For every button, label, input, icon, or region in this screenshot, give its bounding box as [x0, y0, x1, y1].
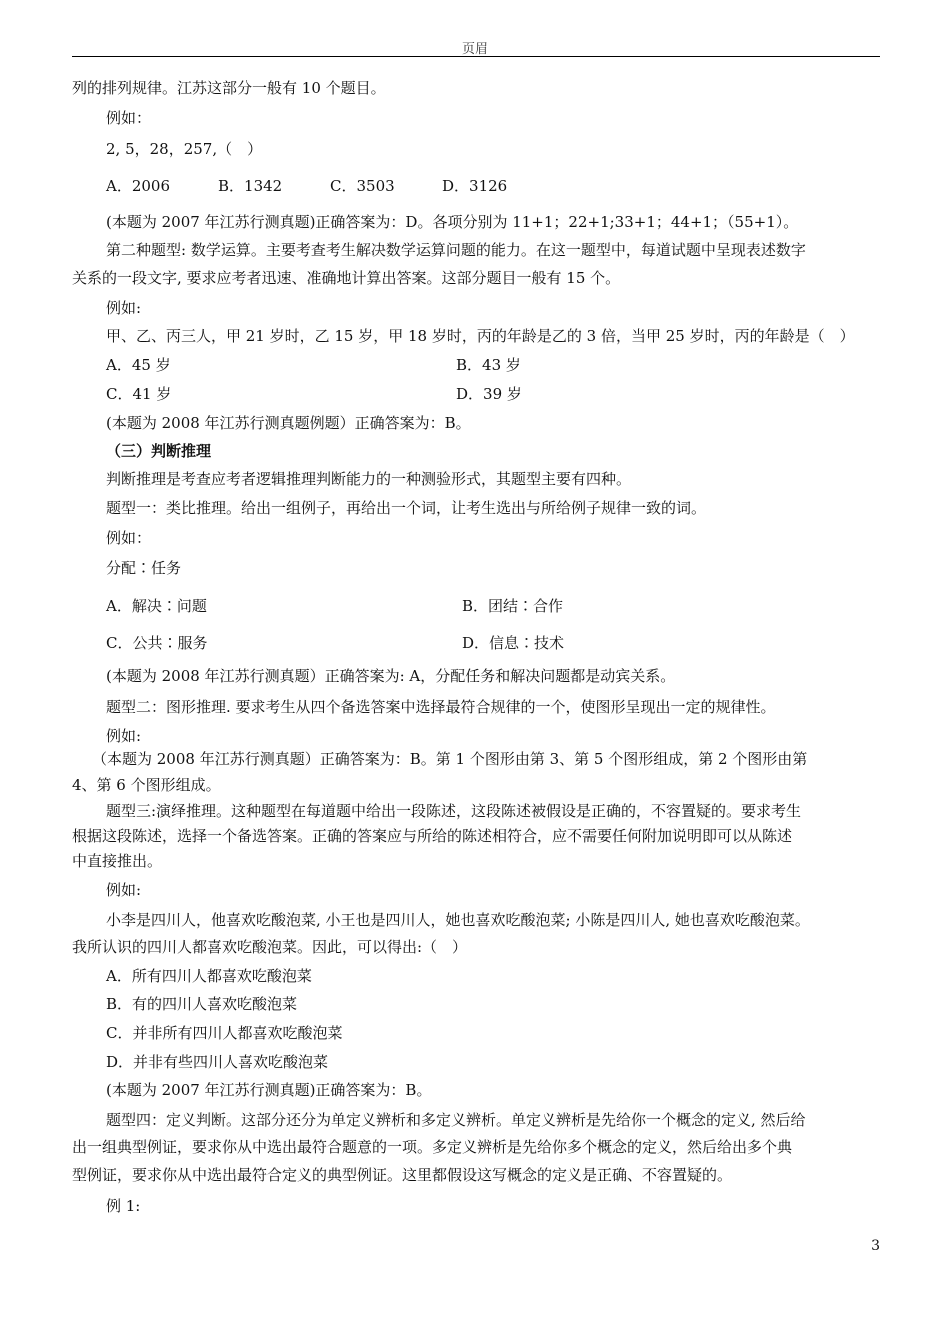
option-b: B．有的四川人喜欢吃酸泡菜 — [106, 995, 298, 1013]
text-line: 例如: — [106, 881, 142, 899]
option-c: C．公共∶服务 — [106, 634, 208, 652]
text-line: 4、第 6 个图形组成。 — [72, 776, 221, 794]
answer-line: (本题为 2008 年江苏行测真题例题）正确答案为：B。 — [106, 414, 471, 432]
text-line: 出一组典型例证，要求你从中选出最符合题意的一项。多定义辨析是先给你多个概念的定义，然后给出多个典 — [72, 1138, 793, 1156]
option-d: D．39 岁 — [456, 385, 522, 403]
text-line: 例 1: — [106, 1197, 141, 1215]
text-line: 中直接推出。 — [72, 852, 163, 870]
text-line: 型例证，要求你从中选出最符合定义的典型例证。这里都假设这写概念的定义是正确、不容置疑的。 — [72, 1166, 733, 1184]
option-c: C．3503 — [330, 177, 395, 195]
section-heading: （三）判断推理 — [106, 442, 212, 460]
option-d: D．并非有些四川人喜欢吃酸泡菜 — [106, 1053, 329, 1071]
text-line: 题型三:演绎推理。这种题型在每道题中给出一段陈述，这段陈述被假设是正确的，不容置疑的。要求考生 — [106, 802, 802, 820]
text-line: 分配∶任务 — [106, 559, 182, 577]
page-number: 3 — [871, 1238, 880, 1254]
answer-line: （本题为 2008 年江苏行测真题）正确答案为：B。第 1 个图形由第 3、第 5 个图形组成，第 2 个图形由第 — [92, 750, 808, 768]
text-line: 关系的一段文字, 要求应考者迅速、准确地计算出答案。这部分题目一般有 15 个。 — [72, 269, 621, 287]
option-d: D．3126 — [442, 177, 508, 195]
answer-line: (本题为 2008 年江苏行测真题）正确答案为: A，分配任务和解决问题都是动宾关系。 — [106, 667, 676, 685]
text-line: 根据这段陈述，选择一个备选答案。正确的答案应与所给的陈述相符合，应不需要任何附加说明即可以从陈述 — [72, 827, 793, 845]
option-b: B．1342 — [218, 177, 283, 195]
text-line: 例如: — [106, 299, 142, 317]
text-line: 小李是四川人，他喜欢吃酸泡菜, 小王也是四川人，她也喜欢吃酸泡菜; 小陈是四川人, 她也喜欢吃酸泡菜。 — [106, 911, 810, 929]
text-line: 题型四：定义判断。这部分还分为单定义辨析和多定义辨析。单定义辨析是先给你一个概念的定义, 然后给 — [106, 1111, 806, 1129]
option-c: C．并非所有四川人都喜欢吃酸泡菜 — [106, 1024, 343, 1042]
answer-line: (本题为 2007 年江苏行测真题)正确答案为：B。 — [106, 1081, 432, 1099]
text-line: 列的排列规律。江苏这部分一般有 10 个题目。 — [72, 79, 386, 97]
page-header: 页眉 — [461, 42, 488, 57]
option-c: C．41 岁 — [106, 385, 172, 403]
text-line: 判断推理是考查应考者逻辑推理判断能力的一种测验形式，其题型主要有四种。 — [106, 470, 632, 488]
text-line: 题型一：类比推理。给出一组例子，再给出一个词，让考生选出与所给例子规律一致的词。 — [106, 499, 707, 517]
answer-line: (本题为 2007 年江苏行测真题)正确答案为：D。各项分别为 11+1；22+1;33+1；44+1；（55+1）。 — [106, 213, 799, 231]
text-line: 2, 5，28，257,（ ） — [106, 140, 263, 158]
option-b: B．43 岁 — [456, 356, 521, 374]
option-a: A．45 岁 — [106, 356, 171, 374]
text-line: 例如: — [106, 727, 142, 745]
text-line: 题型二：图形推理. 要求考生从四个备选答案中选择最符合规律的一个，使图形呈现出一定的规律性。 — [106, 698, 776, 716]
option-a: A．解决∶问题 — [106, 597, 207, 615]
option-a: A．所有四川人都喜欢吃酸泡菜 — [106, 967, 312, 985]
text-line: 例如： — [106, 529, 152, 547]
header-rule — [72, 56, 880, 57]
option-b: B．团结∶合作 — [462, 597, 564, 615]
option-d: D．信息∶技术 — [462, 634, 565, 652]
text-line: 甲、乙、丙三人，甲 21 岁时，乙 15 岁，甲 18 岁时，丙的年龄是乙的 3 倍，当甲 25 岁时，丙的年龄是（ ） — [106, 327, 855, 345]
text-line: 我所认识的四川人都喜欢吃酸泡菜。因此，可以得出:（ ） — [72, 938, 468, 956]
option-a: A．2006 — [106, 177, 171, 195]
text-line: 第二种题型: 数学运算。主要考查考生解决数学运算问题的能力。在这一题型中，每道试题中呈现表述数字 — [106, 241, 806, 259]
text-line: 例如： — [106, 109, 152, 127]
